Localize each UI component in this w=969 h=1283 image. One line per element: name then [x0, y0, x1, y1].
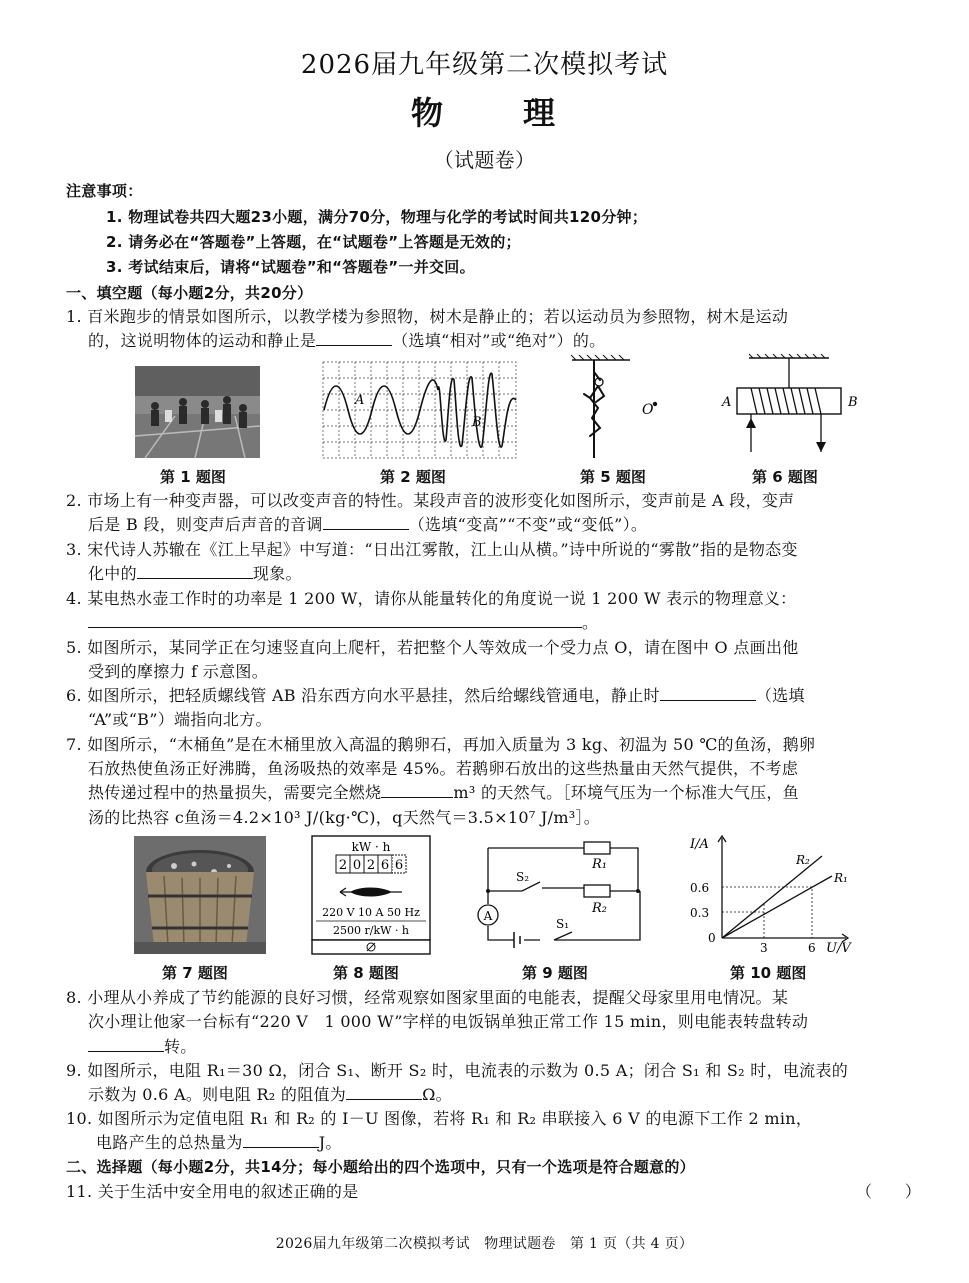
figure-caption: 第 6 题图	[752, 468, 818, 486]
s1-label: S₁	[556, 917, 570, 931]
subject-title: 物 理	[410, 94, 579, 132]
answer-blank[interactable]	[346, 1083, 422, 1100]
exam-title: 2026届九年级第二次模拟考试	[300, 50, 669, 80]
question-9-line2	[88, 1083, 452, 1107]
question-text: （选填	[755, 686, 805, 705]
question-text: 示数为 0.6 A。则电阻 R₂ 的阻值为	[88, 1085, 347, 1104]
r2-line	[722, 856, 822, 938]
question-7-line4: 汤的比热容 c鱼汤＝4.2×10³ J/(kg·℃)，q天然气＝3.5×10⁷ J/m³］。	[88, 808, 601, 827]
question-7-line3	[88, 781, 799, 805]
figure-7-photo	[134, 836, 266, 954]
y-tick: 0.6	[690, 881, 710, 895]
answer-blank[interactable]	[88, 1035, 164, 1052]
ammeter-label: A	[483, 909, 493, 923]
question-3-line1: 3. 宋代诗人苏辙在《江上早起》中写道：“日出江雾散，江上山从横。”诗中所说的“雾散”指的是物态变	[66, 540, 798, 559]
meter-digit: 2	[366, 858, 376, 873]
graph-r1-label: R₁	[834, 871, 848, 885]
meter-rating: 220 V 10 A 50 Hz	[322, 906, 420, 919]
question-3-line2	[88, 562, 302, 586]
figure-10-iu-graph	[684, 830, 862, 956]
x-axis-label: U/V	[826, 941, 851, 956]
figure-6-solenoid	[717, 352, 867, 460]
meter-digit: 2	[338, 858, 348, 873]
question-text: 的，这说明物体的运动和静止是	[88, 331, 317, 350]
answer-blank[interactable]	[660, 684, 756, 701]
question-text: J。	[318, 1133, 342, 1152]
figure-caption: 第 9 题图	[522, 964, 588, 982]
r2-label: R₂	[592, 901, 607, 916]
solenoid-b-label: B	[848, 395, 858, 410]
x-tick: 3	[760, 941, 768, 955]
question-10-line2	[96, 1131, 342, 1155]
figure-caption: 第 2 题图	[380, 468, 446, 486]
figure-5-climber	[570, 354, 665, 460]
question-text: （选填“相对”或“绝对”）的。	[392, 331, 606, 350]
answer-blank[interactable]	[381, 781, 453, 798]
wave-a-label: A	[355, 393, 365, 408]
notice-item: 3. 考试结束后，请将“试题卷”和“答题卷”一并交回。	[106, 258, 475, 276]
question-10-line1: 10. 如图所示为定值电阻 R₁ 和 R₂ 的 I－U 图像，若将 R₁ 和 R₂ 串联接入 6 V 的电源下工作 2 min，	[66, 1109, 813, 1128]
question-text: 转。	[164, 1037, 197, 1056]
figure-caption: 第 10 题图	[730, 964, 807, 982]
figure-1-photo	[135, 366, 260, 458]
answer-blank[interactable]	[137, 562, 253, 579]
question-6-line2: “A”或“B”）端指向北方。	[88, 710, 272, 729]
r1-line	[722, 876, 832, 938]
figure-caption: 第 8 题图	[333, 964, 399, 982]
figure-8-energy-meter	[310, 834, 432, 956]
question-text: 化中的	[88, 564, 137, 583]
question-text: 。	[582, 613, 599, 632]
question-text: 6. 如图所示，把轻质螺线管 AB 沿东西方向水平悬挂，然后给螺线管通电，静止时	[66, 686, 660, 705]
y-tick: 0.3	[690, 906, 710, 920]
question-1-line2	[88, 329, 605, 353]
paper-label: （试题卷）	[433, 148, 536, 172]
question-9-line1: 9. 如图所示，电阻 R₁＝30 Ω，闭合 S₁、断开 S₂ 时，电流表的示数为 0.5 A；闭合 S₁ 和 S₂ 时，电流表的	[66, 1061, 849, 1080]
notice-heading: 注意事项：	[66, 182, 143, 200]
question-1-line1: 1. 百米跑步的情景如图所示，以教学楼为参照物，树木是静止的；若以运动员为参照物，树木是运动	[66, 307, 789, 326]
question-text: 热传递过程中的热量损失，需要完全燃烧	[88, 783, 382, 802]
section-heading: 一、填空题（每小题2分，共20分）	[66, 284, 313, 302]
question-text: 现象。	[252, 564, 302, 583]
answer-blank[interactable]	[88, 611, 582, 628]
section-heading: 二、选择题（每小题2分，共14分；每小题给出的四个选项中，只有一个选项是符合题意的）	[66, 1158, 695, 1176]
question-11: 11. 关于生活中安全用电的叙述正确的是	[66, 1182, 359, 1201]
question-7-line1: 7. 如图所示，“木桶鱼”是在木桶里放入高温的鹅卵石，再加入质量为 3 kg、初温为 50 ℃的鱼汤，鹅卵	[66, 735, 816, 754]
question-6-line1	[66, 684, 805, 708]
question-2-line1: 2. 市场上有一种变声器，可以改变声音的特性。某段声音的波形变化如图所示，变声前是 A 段，变声	[66, 491, 795, 510]
question-4-line1: 4. 某电热水壶工作时的功率是 1 200 W，请你从能量转化的角度说一说 1 200 W 表示的物理意义：	[66, 589, 797, 608]
question-7-line2: 石放热使鱼汤正好沸腾，鱼汤吸热的效率是 45%。若鹅卵石放出的这些热量由天然气提供，不考虑	[88, 759, 799, 778]
question-5-line1: 5. 如图所示，某同学正在匀速竖直向上爬杆，若把整个人等效成一个受力点 O，请在图中 O 点画出他	[66, 638, 799, 657]
meter-digit: 0	[352, 858, 362, 873]
meter-revolutions: 2500 r/kW · h	[332, 924, 410, 937]
x-tick: 6	[808, 941, 816, 955]
wave-b-label: B	[472, 415, 482, 430]
meter-digit: 6	[380, 858, 390, 873]
question-text: （选填“变高”“不变”或“变低”）。	[408, 515, 648, 534]
question-text: Ω。	[422, 1085, 452, 1104]
question-text: m³ 的天然气。［环境气压为一个标准大气压，鱼	[453, 783, 799, 802]
question-8-line2: 次小理让他家一台标有“220 V 1 000 W”字样的电饭锅单独正常工作 15 min，则电能表转盘转动	[88, 1012, 809, 1031]
figure-2-waveform	[322, 360, 518, 460]
question-text: 电路产生的总热量为	[96, 1133, 243, 1152]
question-8-line1: 8. 小理从小养成了节约能源的良好习惯，经常观察如图家里面的电能表，提醒父母家里用电情况。某	[66, 988, 789, 1007]
meter-digit: 6	[394, 858, 404, 873]
question-4-line2	[88, 611, 598, 635]
notice-item: 2. 请务必在“答题卷”上答题，在“试题卷”上答题是无效的；	[106, 233, 521, 251]
notice-item: 1. 物理试卷共四大题23小题，满分70分，物理与化学的考试时间共120分钟；	[106, 208, 648, 226]
y-axis-label: I/A	[690, 837, 709, 852]
figure-caption: 第 1 题图	[160, 468, 226, 486]
point-o-label: O	[642, 402, 654, 418]
answer-parentheses[interactable]: （ ）	[856, 1182, 922, 1201]
figure-9-circuit	[468, 836, 656, 954]
s2-label: S₂	[516, 870, 530, 884]
question-8-line3	[88, 1035, 197, 1059]
answer-blank[interactable]	[323, 513, 409, 530]
x-tick: 0	[708, 931, 716, 945]
graph-r2-label: R₂	[796, 853, 810, 867]
question-2-line2	[88, 513, 647, 537]
figure-caption: 第 5 题图	[580, 468, 646, 486]
meter-unit-label: kW · h	[351, 840, 391, 854]
answer-blank[interactable]	[316, 329, 392, 346]
figure-caption: 第 7 题图	[162, 964, 228, 982]
page-footer: 2026届九年级第二次模拟考试 物理试题卷 第 1 页（共 4 页）	[275, 1236, 694, 1252]
r1-label: R₁	[592, 857, 607, 872]
solenoid-a-label: A	[722, 395, 732, 410]
answer-blank[interactable]	[243, 1131, 319, 1148]
question-text: 后是 B 段，则变声后声音的音调	[88, 515, 323, 534]
question-5-line2: 受到的摩擦力 f 示意图。	[88, 662, 268, 681]
